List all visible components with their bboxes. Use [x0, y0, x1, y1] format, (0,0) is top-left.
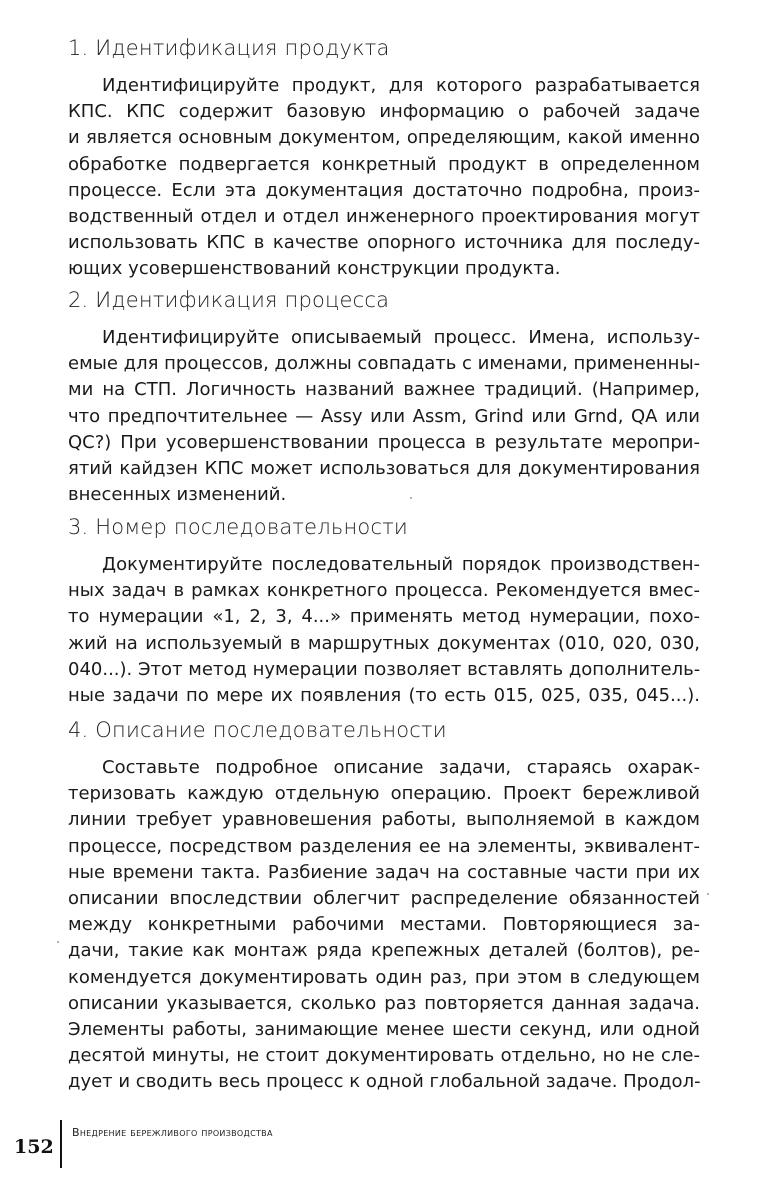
scan-speck [57, 941, 59, 943]
footer-divider [60, 1120, 62, 1168]
paragraph-line: линии требует уравновешения работы, выполняемой в каждом [68, 809, 700, 831]
section-3-heading: 3. Номер последовательности [68, 515, 408, 539]
section-3-paragraph [68, 552, 700, 709]
section-1-heading: 1. Идентификация продукта [68, 36, 390, 60]
page-number: 152 [14, 1136, 54, 1158]
paragraph-line: ятий кайдзен КПС может использоваться для документирования [68, 458, 700, 480]
paragraph-line: Элементы работы, занимающие менее шести секунд, или одной [68, 1019, 700, 1041]
paragraph-line: процессе. Если эта документация достаточно подробна, произ- [68, 179, 700, 201]
paragraph-line: Идентифицируйте продукт, для которого разрабатывается [102, 75, 700, 96]
section-4-heading: 4. Описание последовательности [68, 718, 447, 742]
paragraph-line: ные задачи по мере их появления (то есть 015, 025, 035, 045...). [68, 685, 700, 707]
paragraph-line: КПС. КПС содержит базовую информацию о рабочей задаче [68, 101, 700, 123]
paragraph-line: обработке подвергается конкретный продукт в определенном [68, 153, 700, 175]
paragraph-line: описании указывается, сколько раз повторяется данная задача. [68, 992, 700, 1014]
paragraph-line: использовать КПС в качестве опорного источника для последу- [68, 232, 700, 254]
page-footer [0, 1120, 760, 1170]
paragraph-line: Составьте подробное описание задачи, стараясь охарак- [102, 757, 700, 778]
paragraph-line: и является основным документом, определяющим, какой именно [68, 127, 700, 149]
paragraph-line: 040...). Этот метод нумерации позволяет вставлять дополнитель- [68, 658, 701, 680]
scan-speck [707, 893, 709, 895]
paragraph-line: то нумерации «1, 2, 3, 4...» применять метод нумерации, похо- [68, 606, 700, 628]
paragraph-line: емые для процессов, должны совпадать с именами, примененны- [68, 353, 701, 375]
paragraph-line: ные времени такта. Разбиение задач на составные части при их [68, 861, 700, 883]
paragraph-line: комендуется документировать один раз, при этом в следующем [68, 966, 700, 988]
paragraph-line: ющих усовершенствований конструкции продукта. [68, 258, 561, 280]
paragraph-line: что предпочтительнее — Assy или Assm, Grind или Grnd, QA или [68, 405, 700, 427]
section-1-paragraph [68, 73, 700, 283]
paragraph-line: Идентифицируйте описываемый процесс. Имена, использу- [102, 327, 700, 348]
paragraph-line: Документируйте последовательный порядок производствен- [102, 554, 700, 575]
paragraph-line: процессе, посредством разделения ее на элементы, эквивалент- [68, 835, 700, 857]
paragraph-line: ми на СТП. Логичность названий важнее традиций. (Например, [68, 379, 700, 401]
paragraph-line: дачи, такие как монтаж ряда крепежных деталей (болтов), ре- [68, 940, 700, 962]
paragraph-line: жий на используемый в маршрутных документах (010, 020, 030, [68, 632, 700, 654]
paragraph-line: десятой минуты, не стоит документировать отдельно, но не сле- [68, 1045, 700, 1067]
section-4-paragraph [68, 755, 700, 1096]
paragraph-line: QC?) При усовершенствовании процесса в результате меропри- [68, 431, 700, 453]
paragraph-line: внесенных изменений. [68, 484, 287, 506]
paragraph-line: дует и сводить весь процесс к одной глобальной задаче. Продол- [68, 1071, 701, 1093]
paragraph-line: ных задач в рамках конкретного процесса. Рекомендуется вмес- [68, 580, 700, 602]
paragraph-line: теризовать каждую отдельную операцию. Проект бережливой [68, 783, 700, 805]
paragraph-line: между конкретными рабочими местами. Повторяющиеся за- [68, 914, 700, 936]
paragraph-line: водственный отдел и отдел инженерного проектирования могут [68, 206, 700, 228]
section-2-paragraph [68, 325, 700, 508]
paragraph-line: описании впоследствии облегчит распределение обязанностей [68, 888, 700, 910]
running-title: Внедрение бережливого производства [72, 1126, 273, 1139]
section-2-heading: 2. Идентификация процесса [68, 288, 390, 312]
scan-speck [410, 497, 412, 499]
